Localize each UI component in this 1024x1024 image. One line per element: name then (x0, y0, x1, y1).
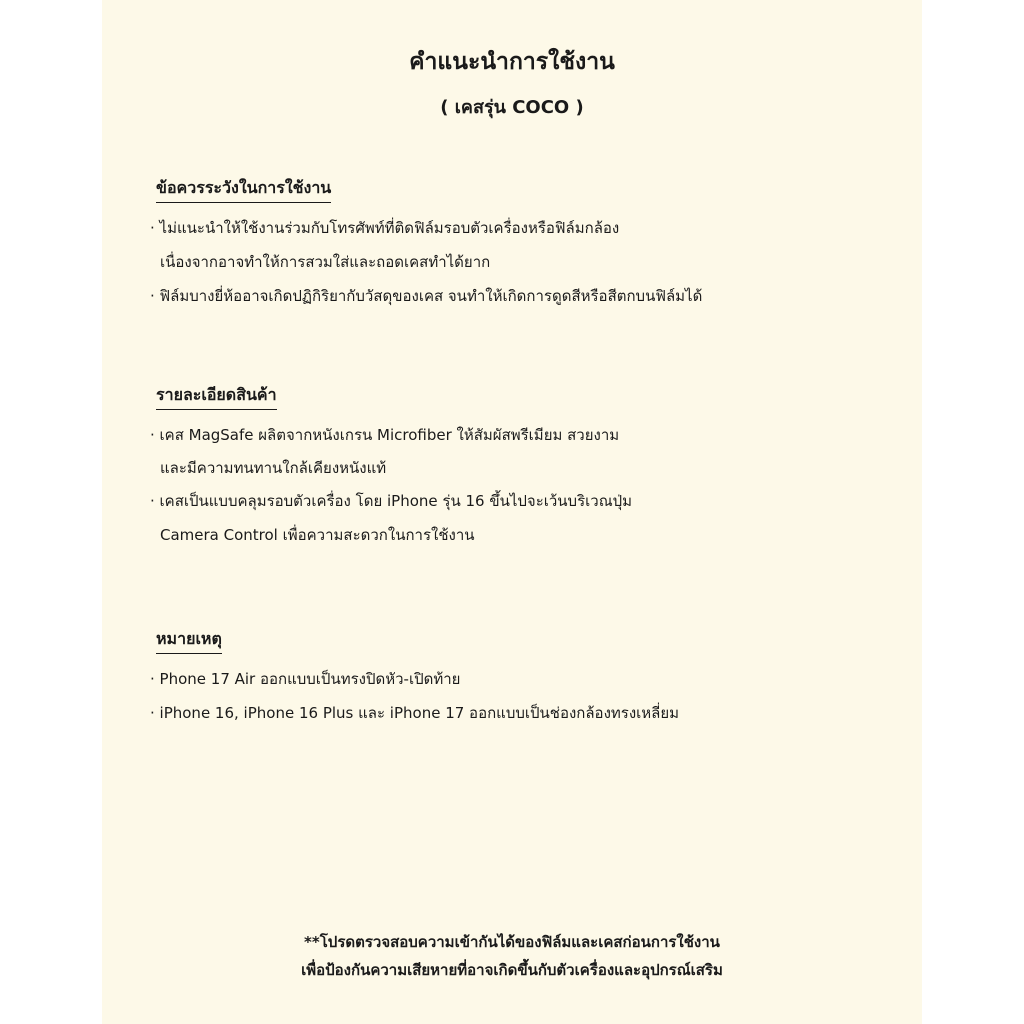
footer-note: **โปรดตรวจสอบความเข้ากันได้ของฟิล์มและเคสก่อนการใช้งาน (304, 933, 720, 951)
product-detail-line: และมีความทนทานใกล้เคียงหนังแท้ (160, 459, 387, 477)
product-detail-line: Camera Control เพื่อความสะดวกในการใช้งาน (160, 526, 475, 544)
page-title: คำแนะนำการใช้งาน (409, 49, 615, 75)
note-line: · Phone 17 Air ออกแบบเป็นทรงปิดหัว-เปิดท้าย (150, 670, 461, 688)
footer-note: เพื่อป้องกันความเสียหายที่อาจเกิดขึ้นกับตัวเครื่องและอุปกรณ์เสริม (301, 961, 723, 979)
product-detail-line: · เคสเป็นแบบคลุมรอบตัวเครื่อง โดย iPhone รุ่น 16 ขึ้นไปจะเว้นบริเวณปุ่ม (150, 492, 633, 510)
section-heading-notes: หมายเหตุ (156, 627, 222, 654)
page-subtitle: ( เคสรุ่น COCO ) (440, 97, 584, 118)
precaution-line: เนื่องจากอาจทำให้การสวมใส่และถอดเคสทำได้ยาก (160, 253, 491, 271)
product-detail-line: · เคส MagSafe ผลิตจากหนังเกรน Microfiber ให้สัมผัสพรีเมียม สวยงาม (150, 426, 620, 444)
instruction-card (102, 0, 922, 1024)
precaution-line: · ฟิล์มบางยี่ห้ออาจเกิดปฏิกิริยากับวัสดุของเคส จนทำให้เกิดการดูดสีหรือสีตกบนฟิล์มได้ (150, 287, 703, 305)
precaution-line: · ไม่แนะนำให้ใช้งานร่วมกับโทรศัพท์ที่ติดฟิล์มรอบตัวเครื่องหรือฟิล์มกล้อง (150, 219, 620, 237)
section-heading-product-details: รายละเอียดสินค้า (156, 383, 277, 410)
section-heading-precautions: ข้อควรระวังในการใช้งาน (156, 176, 331, 203)
note-line: · iPhone 16, iPhone 16 Plus และ iPhone 17 ออกแบบเป็นช่องกล้องทรงเหลี่ยม (150, 704, 680, 722)
